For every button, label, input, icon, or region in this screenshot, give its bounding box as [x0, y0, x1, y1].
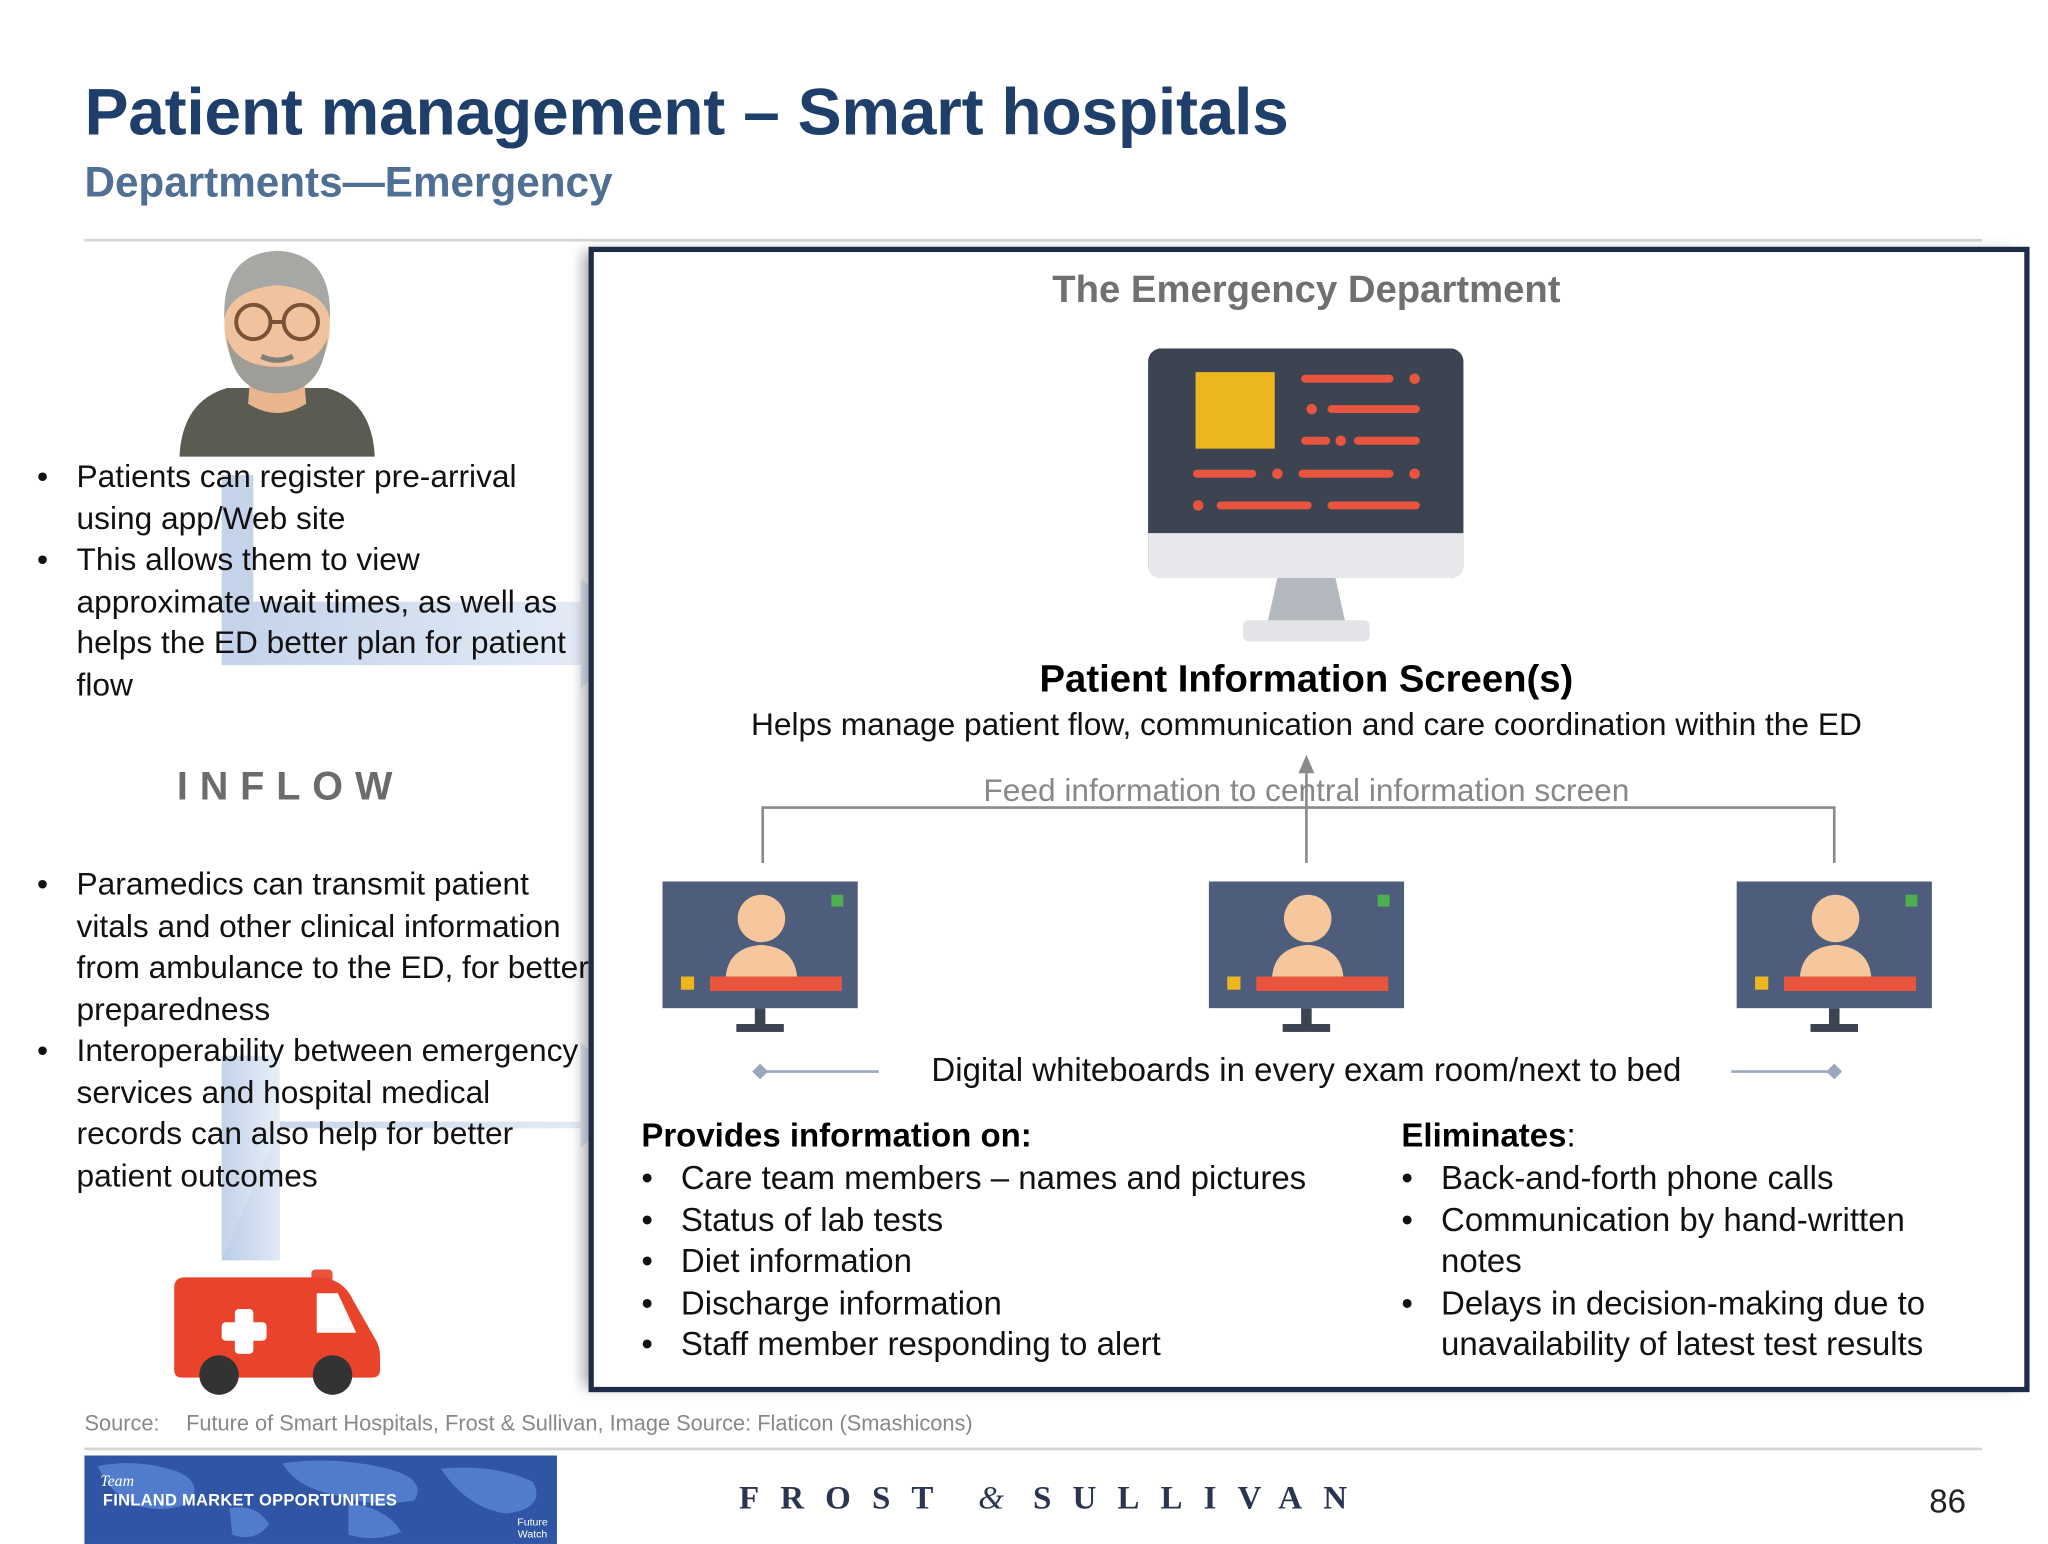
- page-number: 86: [1929, 1483, 1966, 1521]
- patient-avatar-icon: [174, 245, 380, 459]
- source-text: Future of Smart Hospitals, Frost & Sullivan, Image Source: Flaticon (Smashicons): [186, 1411, 973, 1436]
- eliminates-list: [1401, 1159, 1982, 1367]
- provides-list: [641, 1159, 1380, 1367]
- list-item: • Paramedics can transmit patient vitals and other clinical information from ambulance to the ED, for better preparedness: [37, 864, 591, 1030]
- eliminates-heading: [1401, 1118, 1575, 1156]
- ed-title: The Emergency Department: [1052, 269, 1561, 312]
- frost-sullivan-logo: [739, 1481, 1368, 1518]
- page-subtitle: Departments—Emergency: [84, 158, 613, 206]
- patient-information-screen-description: Helps manage patient flow, communication and care coordination within the ED: [750, 707, 1862, 743]
- footer-divider: [84, 1448, 1982, 1451]
- list-item: • Care team members – names and pictures: [641, 1159, 1380, 1201]
- list-item: • Diet information: [641, 1242, 1380, 1284]
- provides-heading: Provides information on:: [641, 1117, 1032, 1155]
- eliminates-heading-text: Eliminates: [1401, 1117, 1567, 1155]
- eliminates-heading-colon: :: [1566, 1117, 1576, 1155]
- banner-title: FINLAND MARKET OPPORTUNITIES: [102, 1491, 398, 1510]
- list-item: • Discharge information: [641, 1283, 1380, 1325]
- list-item: • Communication by hand-written notes: [1401, 1200, 1982, 1283]
- list-item: • Patients can register pre-arrival using app/Web site: [37, 457, 591, 540]
- brand-frost: FROST: [738, 1480, 955, 1517]
- source-label: Source:: [84, 1411, 160, 1436]
- page-title: Patient management – Smart hospitals: [84, 75, 1289, 150]
- diamond-icon: [752, 1064, 768, 1080]
- list-item: • Back-and-forth phone calls: [1401, 1159, 1982, 1201]
- patient-information-screen-title: Patient Information Screen(s): [1039, 658, 1574, 701]
- brand-ampersand: &: [978, 1480, 1004, 1517]
- future-watch-line: Watch: [517, 1528, 548, 1540]
- list-item: • Interoperability between emergency services and hospital medical records can also help for better patient outcomes: [37, 1031, 591, 1197]
- ambulance-icon: [169, 1269, 385, 1401]
- list-item: • This allows them to view approximate wait times, as well as helps the ED better plan for patient flow: [37, 540, 591, 706]
- list-item: • Status of lab tests: [641, 1200, 1380, 1242]
- future-watch-line: Future: [517, 1516, 548, 1529]
- whiteboard-icon: [662, 881, 860, 1037]
- future-watch-label: [517, 1516, 548, 1540]
- whiteboard-icon: [1737, 881, 1935, 1037]
- source-note: [84, 1412, 972, 1437]
- brand-sullivan: SULLIVAN: [1032, 1480, 1369, 1517]
- feed-information-label: Feed information to central information screen: [983, 773, 1630, 809]
- paramedic-bullets: [37, 864, 591, 1197]
- finland-market-banner: [84, 1456, 556, 1544]
- diamond-icon: [1826, 1064, 1842, 1080]
- whiteboards-label: Digital whiteboards in every exam room/next to bed: [931, 1051, 1682, 1089]
- list-item: • Delays in decision-making due to unavailability of latest test results: [1401, 1283, 1982, 1366]
- list-item: • Staff member responding to alert: [641, 1325, 1380, 1367]
- pre-arrival-bullets: [37, 457, 591, 706]
- feed-connectors: [739, 752, 1861, 871]
- monitor-icon: [1148, 348, 1465, 644]
- whiteboard-icon: [1209, 881, 1407, 1037]
- arrow-up-icon: [1298, 755, 1314, 773]
- banner-team-label: Team: [100, 1471, 135, 1490]
- inflow-label: INFLOW: [176, 765, 405, 809]
